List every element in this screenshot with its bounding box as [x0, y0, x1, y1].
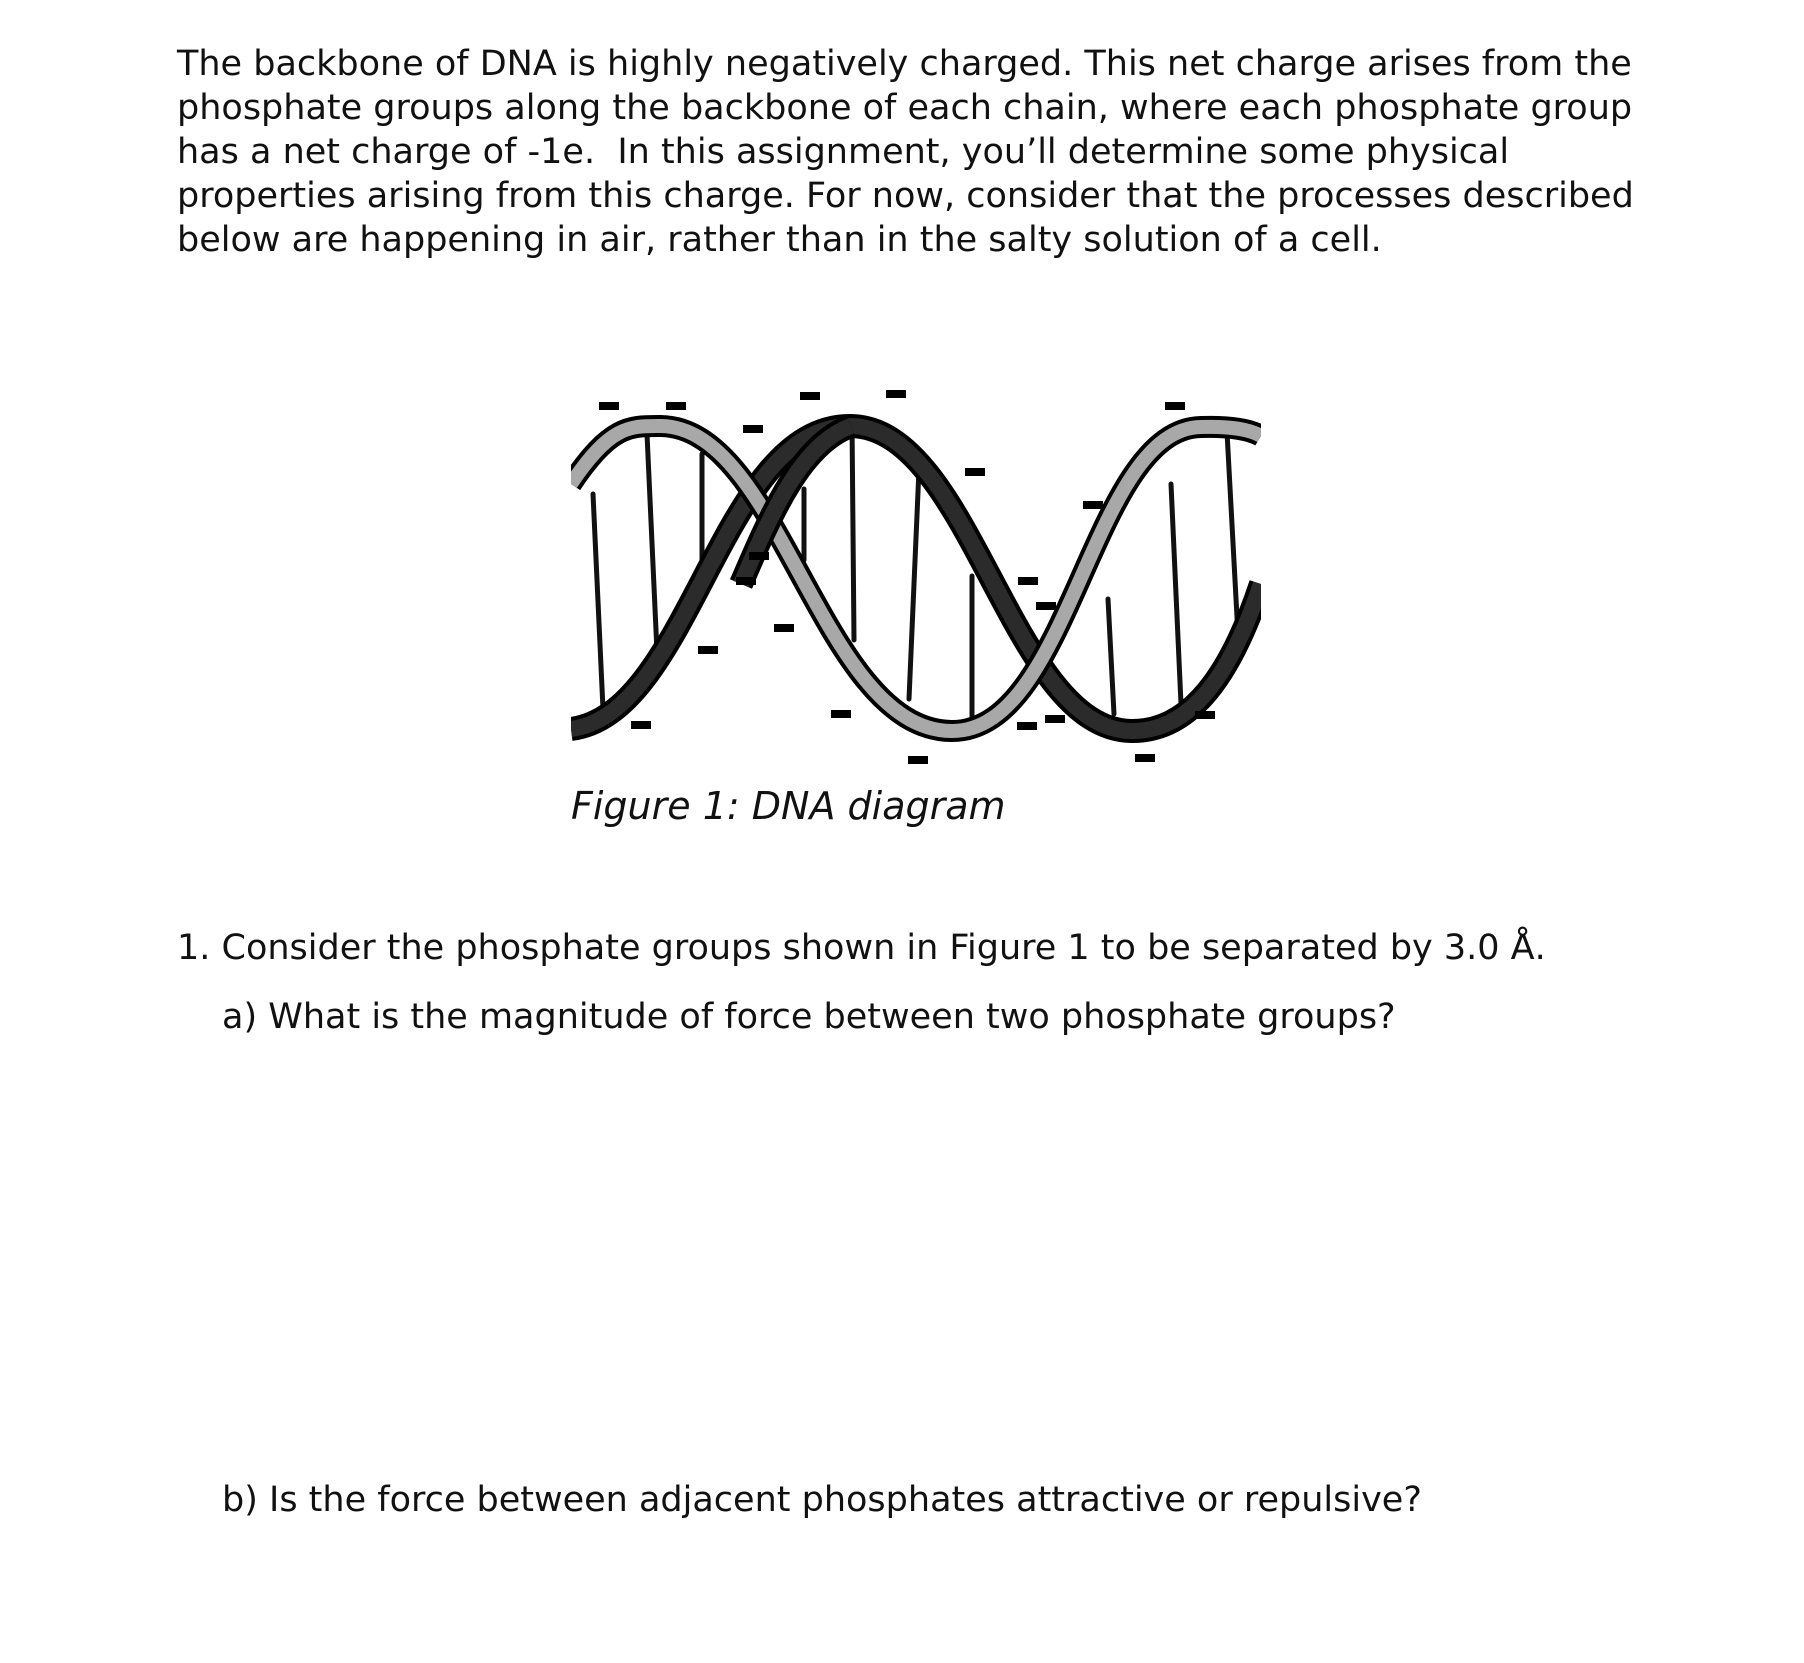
negative-charge-icon — [774, 624, 794, 632]
base-pair-rung — [1108, 599, 1114, 714]
intro-line: properties arising from this charge. For now, consider that the processes described — [177, 176, 1634, 216]
negative-charge-icon — [666, 402, 686, 410]
negative-charge-icon — [800, 392, 820, 400]
negative-charge-icon — [1135, 754, 1155, 762]
dna-figure — [571, 384, 1261, 764]
negative-charge-icon — [908, 756, 928, 764]
base-pair-rung — [593, 494, 603, 709]
negative-charge-icon — [1018, 577, 1038, 585]
intro-line: below are happening in air, rather than in the salty solution of a cell. — [177, 220, 1382, 260]
negative-charge-icon — [749, 552, 769, 560]
negative-charge-icon — [743, 425, 763, 433]
figure-caption: Figure 1: DNA diagram — [571, 784, 1006, 828]
negative-charge-icon — [631, 721, 651, 729]
question-1a: a) What is the magnitude of force between two phosphate groups? — [222, 997, 1396, 1037]
negative-charge-icon — [965, 468, 985, 476]
negative-charge-icon — [698, 646, 718, 654]
question-1b: b) Is the force between adjacent phosphates attractive or repulsive? — [222, 1480, 1422, 1520]
negative-charge-icon — [1165, 402, 1185, 410]
negative-charge-icon — [1017, 722, 1037, 730]
base-pair-rung — [909, 469, 919, 699]
negative-charge-icon — [1036, 602, 1056, 610]
intro-paragraph — [177, 42, 1677, 262]
base-pair-rung — [1171, 484, 1181, 704]
question-1: 1. Consider the phosphate groups shown in Figure 1 to be separated by 3.0 Å. — [177, 928, 1546, 968]
base-pair-rung — [647, 434, 657, 652]
intro-line: phosphate groups along the backbone of each chain, where each phosphate group — [177, 88, 1633, 128]
negative-charge-icon — [886, 390, 906, 398]
negative-charge-icon — [1083, 501, 1103, 509]
intro-line: The backbone of DNA is highly negatively charged. This net charge arises from the — [177, 44, 1632, 84]
intro-line: has a net charge of -1e. In this assignment, you’ll determine some physical — [177, 132, 1510, 172]
negative-charge-icon — [736, 577, 756, 585]
base-pair-rung — [852, 422, 854, 640]
negative-charge-icon — [599, 402, 619, 410]
dna-helix-diagram — [571, 384, 1261, 764]
negative-charge-icon — [1045, 715, 1065, 723]
negative-charge-icon — [1195, 711, 1215, 719]
negative-charge-icon — [831, 710, 851, 718]
